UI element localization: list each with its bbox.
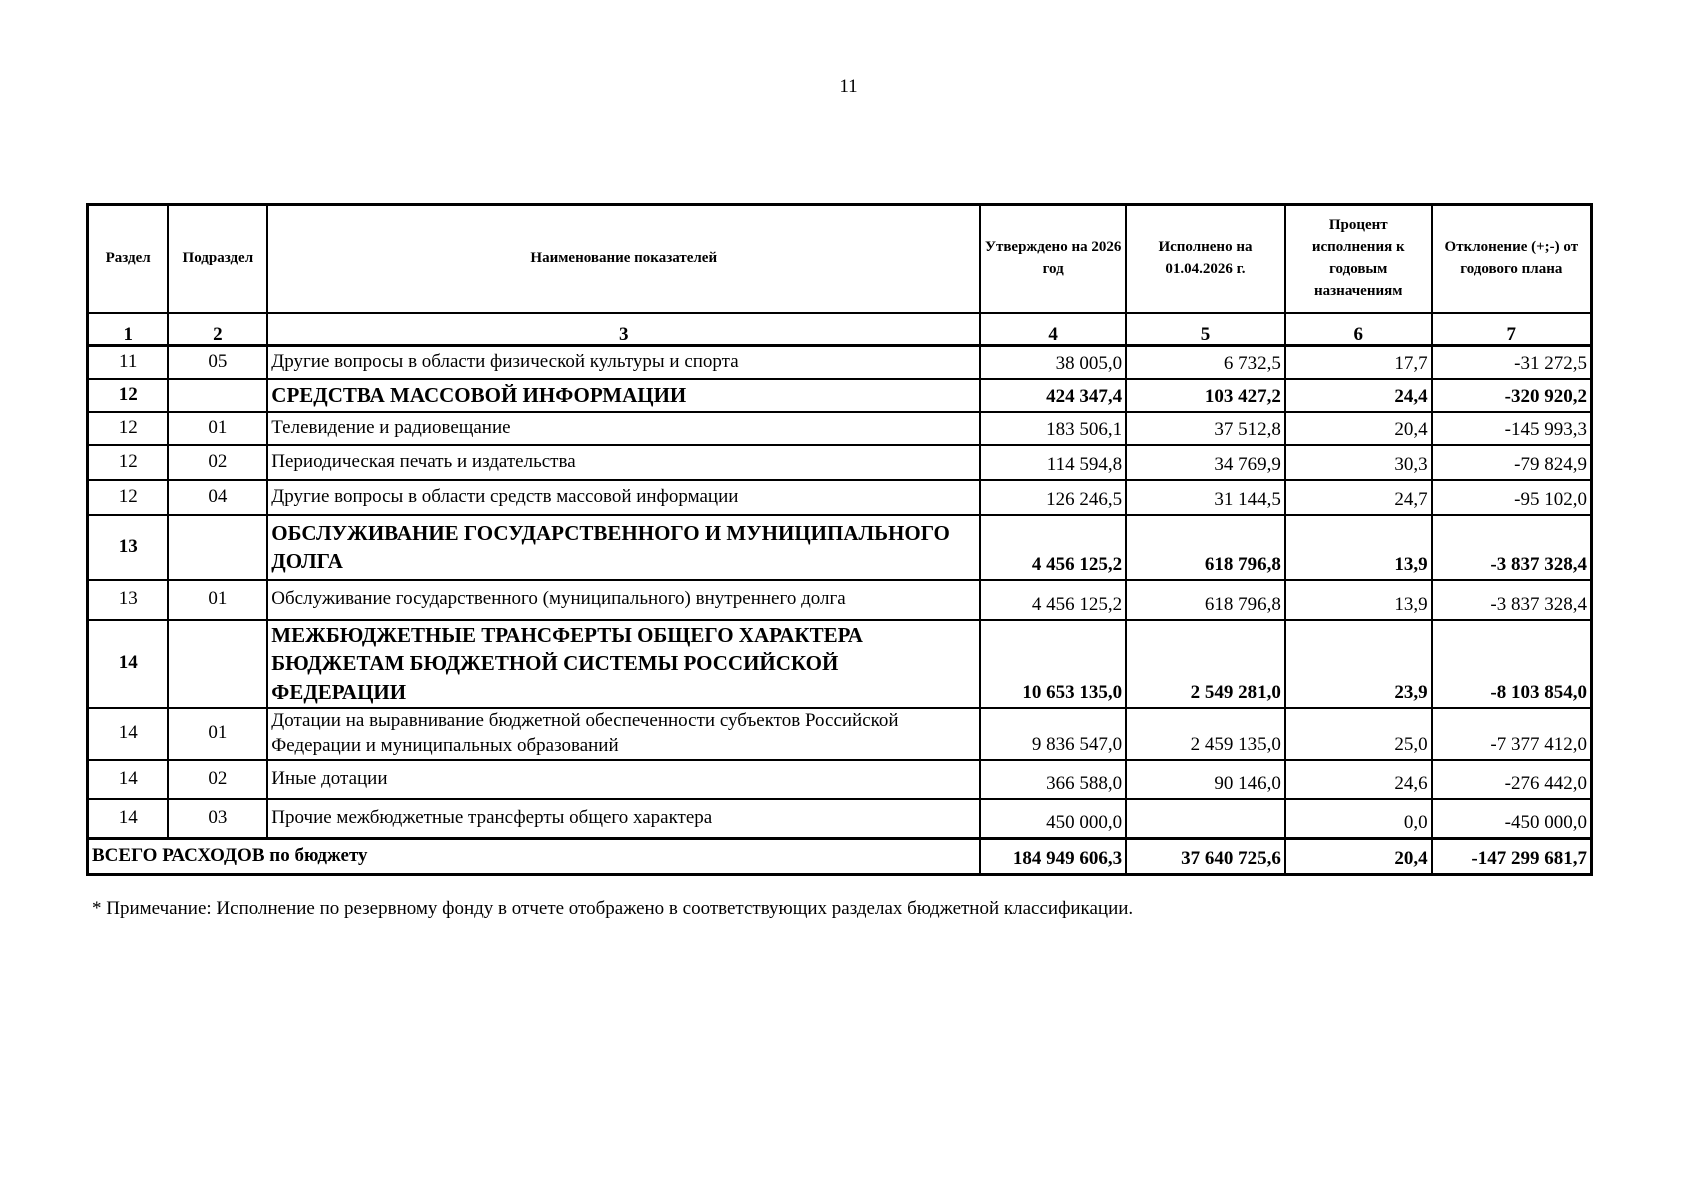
approved-cell: 424 347,4 xyxy=(980,379,1126,412)
table-row xyxy=(88,379,1592,412)
name-cell: Обслуживание государственного (муниципального) внутреннего долга xyxy=(267,580,980,620)
deviation-cell: -320 920,2 xyxy=(1432,379,1592,412)
razdel-cell: 14 xyxy=(88,799,169,839)
deviation-cell: -276 442,0 xyxy=(1432,760,1592,799)
header-deviation: Отклонение (+;-) от годового плана xyxy=(1432,205,1592,313)
podrazdel-cell: 03 xyxy=(168,799,267,839)
approved-cell: 10 653 135,0 xyxy=(980,620,1126,708)
podrazdel-cell: 04 xyxy=(168,480,267,515)
budget-table xyxy=(86,203,1593,876)
percent-cell: 23,9 xyxy=(1285,620,1432,708)
podrazdel-cell: 02 xyxy=(168,760,267,799)
razdel-cell: 12 xyxy=(88,412,169,445)
column-number: 4 xyxy=(980,313,1126,346)
column-number: 6 xyxy=(1285,313,1432,346)
table-row xyxy=(88,760,1592,799)
razdel-cell: 13 xyxy=(88,580,169,620)
table-row xyxy=(88,799,1592,839)
name-cell: Телевидение и радиовещание xyxy=(267,412,980,445)
name-cell: Дотации на выравнивание бюджетной обеспеченности субъектов Российской Федерации и муниципальных образований xyxy=(267,708,980,760)
approved-cell: 450 000,0 xyxy=(980,799,1126,839)
footnote: * Примечание: Исполнение по резервному фонду в отчете отображено в соответствующих разделах бюджетной классификации. xyxy=(92,898,1134,919)
table-row xyxy=(88,445,1592,480)
razdel-cell: 13 xyxy=(88,515,169,580)
percent-cell: 24,6 xyxy=(1285,760,1432,799)
percent-cell: 0,0 xyxy=(1285,799,1432,839)
name-cell: Прочие межбюджетные трансферты общего характера xyxy=(267,799,980,839)
executed-cell: 618 796,8 xyxy=(1126,580,1285,620)
column-number-row xyxy=(88,313,1592,346)
deviation-cell: -7 377 412,0 xyxy=(1432,708,1592,760)
name-cell: Другие вопросы в области физической культуры и спорта xyxy=(267,346,980,379)
name-cell: СРЕДСТВА МАССОВОЙ ИНФОРМАЦИИ xyxy=(267,379,980,412)
razdel-cell: 14 xyxy=(88,760,169,799)
column-number: 7 xyxy=(1432,313,1592,346)
header-executed: Исполнено на 01.04.2026 г. xyxy=(1126,205,1285,313)
percent-cell: 25,0 xyxy=(1285,708,1432,760)
total-label: ВСЕГО РАСХОДОВ по бюджету xyxy=(88,839,981,875)
deviation-cell: -145 993,3 xyxy=(1432,412,1592,445)
header-approved: Утверждено на 2026 год xyxy=(980,205,1126,313)
header-row xyxy=(88,205,1592,313)
approved-cell: 126 246,5 xyxy=(980,480,1126,515)
total-percent-cell: 20,4 xyxy=(1285,839,1432,875)
total-deviation-cell: -147 299 681,7 xyxy=(1432,839,1592,875)
percent-cell: 13,9 xyxy=(1285,580,1432,620)
name-cell: МЕЖБЮДЖЕТНЫЕ ТРАНСФЕРТЫ ОБЩЕГО ХАРАКТЕРА БЮДЖЕТАМ БЮДЖЕТНОЙ СИСТЕМЫ РОССИЙСКОЙ ФЕДЕРАЦИИ xyxy=(267,620,980,708)
razdel-cell: 12 xyxy=(88,379,169,412)
name-cell: ОБСЛУЖИВАНИЕ ГОСУДАРСТВЕННОГО И МУНИЦИПАЛЬНОГО ДОЛГА xyxy=(267,515,980,580)
percent-cell: 13,9 xyxy=(1285,515,1432,580)
header-name: Наименование показателей xyxy=(267,205,980,313)
table-row xyxy=(88,708,1592,760)
deviation-cell: -31 272,5 xyxy=(1432,346,1592,379)
approved-cell: 183 506,1 xyxy=(980,412,1126,445)
table-row xyxy=(88,412,1592,445)
table-row xyxy=(88,346,1592,379)
razdel-cell: 14 xyxy=(88,620,169,708)
razdel-cell: 11 xyxy=(88,346,169,379)
percent-cell: 30,3 xyxy=(1285,445,1432,480)
approved-cell: 114 594,8 xyxy=(980,445,1126,480)
podrazdel-cell xyxy=(168,379,267,412)
deviation-cell: -8 103 854,0 xyxy=(1432,620,1592,708)
executed-cell: 31 144,5 xyxy=(1126,480,1285,515)
table-row xyxy=(88,480,1592,515)
executed-cell: 618 796,8 xyxy=(1126,515,1285,580)
header-percent: Процент исполнения к годовым назначениям xyxy=(1285,205,1432,313)
podrazdel-cell: 05 xyxy=(168,346,267,379)
executed-cell xyxy=(1126,799,1285,839)
table-row xyxy=(88,580,1592,620)
table-row xyxy=(88,515,1592,580)
executed-cell: 37 512,8 xyxy=(1126,412,1285,445)
column-number: 2 xyxy=(168,313,267,346)
approved-cell: 38 005,0 xyxy=(980,346,1126,379)
percent-cell: 20,4 xyxy=(1285,412,1432,445)
approved-cell: 9 836 547,0 xyxy=(980,708,1126,760)
page-number: 11 xyxy=(839,76,858,97)
percent-cell: 24,4 xyxy=(1285,379,1432,412)
podrazdel-cell xyxy=(168,620,267,708)
total-executed-cell: 37 640 725,6 xyxy=(1126,839,1285,875)
deviation-cell: -79 824,9 xyxy=(1432,445,1592,480)
column-number: 3 xyxy=(267,313,980,346)
podrazdel-cell xyxy=(168,515,267,580)
podrazdel-cell: 01 xyxy=(168,580,267,620)
executed-cell: 90 146,0 xyxy=(1126,760,1285,799)
name-cell: Другие вопросы в области средств массовой информации xyxy=(267,480,980,515)
deviation-cell: -95 102,0 xyxy=(1432,480,1592,515)
executed-cell: 103 427,2 xyxy=(1126,379,1285,412)
executed-cell: 6 732,5 xyxy=(1126,346,1285,379)
percent-cell: 24,7 xyxy=(1285,480,1432,515)
header-razdel: Раздел xyxy=(88,205,169,313)
approved-cell: 4 456 125,2 xyxy=(980,515,1126,580)
executed-cell: 2 459 135,0 xyxy=(1126,708,1285,760)
approved-cell: 366 588,0 xyxy=(980,760,1126,799)
percent-cell: 17,7 xyxy=(1285,346,1432,379)
approved-cell: 4 456 125,2 xyxy=(980,580,1126,620)
deviation-cell: -3 837 328,4 xyxy=(1432,515,1592,580)
podrazdel-cell: 01 xyxy=(168,412,267,445)
header-podrazdel: Подраздел xyxy=(168,205,267,313)
executed-cell: 2 549 281,0 xyxy=(1126,620,1285,708)
deviation-cell: -450 000,0 xyxy=(1432,799,1592,839)
name-cell: Периодическая печать и издательства xyxy=(267,445,980,480)
name-cell: Иные дотации xyxy=(267,760,980,799)
total-approved-cell: 184 949 606,3 xyxy=(980,839,1126,875)
table-row xyxy=(88,620,1592,708)
column-number: 5 xyxy=(1126,313,1285,346)
razdel-cell: 14 xyxy=(88,708,169,760)
deviation-cell: -3 837 328,4 xyxy=(1432,580,1592,620)
podrazdel-cell: 01 xyxy=(168,708,267,760)
razdel-cell: 12 xyxy=(88,480,169,515)
razdel-cell: 12 xyxy=(88,445,169,480)
column-number: 1 xyxy=(88,313,169,346)
total-row xyxy=(88,839,1592,875)
executed-cell: 34 769,9 xyxy=(1126,445,1285,480)
podrazdel-cell: 02 xyxy=(168,445,267,480)
